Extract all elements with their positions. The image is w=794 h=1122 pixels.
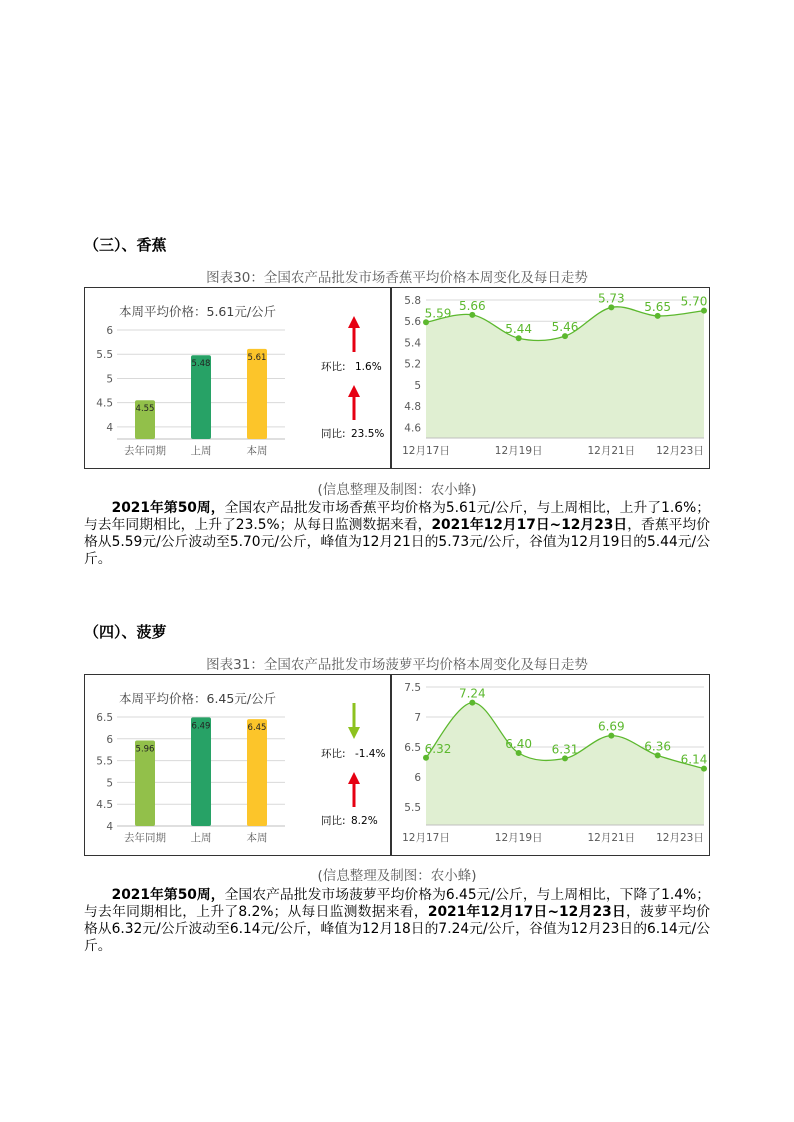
chart-source: (信息整理及制图：农小蜂) bbox=[317, 868, 477, 884]
bar-value-label: 6.49 bbox=[191, 721, 211, 732]
y-tick-label: 6 bbox=[106, 325, 113, 337]
data-label: 5.73 bbox=[597, 291, 625, 306]
y-tick-label: 5.5 bbox=[404, 802, 421, 814]
data-label: 5.66 bbox=[458, 298, 486, 313]
mom-label: 环比: bbox=[321, 748, 346, 760]
bar-value-label: 6.45 bbox=[247, 723, 267, 734]
banana-section bbox=[84, 234, 710, 584]
para-week: 2021年第50周， bbox=[111, 887, 225, 903]
data-label: 6.36 bbox=[644, 739, 672, 754]
para-text-1: 全国农产品批发市场香蕉平均价格为5.61元/公斤，与上周相比，上升了1.6%；与去年同期相比，上升了23.5%；从每日监测数据来看， bbox=[84, 500, 710, 533]
arrow-shaft bbox=[353, 703, 356, 729]
mom-value: 1.6% bbox=[355, 361, 382, 373]
area-fill bbox=[426, 703, 704, 825]
y-tick-label: 4.5 bbox=[96, 397, 113, 410]
x-tick-label: 12月21日 bbox=[587, 832, 636, 844]
y-tick-label: 6.5 bbox=[404, 742, 421, 754]
bar bbox=[191, 717, 211, 826]
x-tick-label: 12月17日 bbox=[402, 445, 450, 457]
arrow-shaft bbox=[353, 395, 356, 420]
chart-source: (信息整理及制图：农小蜂) bbox=[317, 482, 477, 498]
y-tick-label: 5.5 bbox=[96, 755, 113, 768]
arrow-up-icon bbox=[348, 385, 360, 397]
analysis-paragraph bbox=[84, 887, 710, 955]
yoy-label: 同比: bbox=[321, 815, 346, 827]
bar bbox=[247, 719, 267, 826]
arrow-shaft bbox=[353, 782, 356, 807]
x-tick-label: 本周 bbox=[246, 832, 268, 844]
yoy-label: 同比: bbox=[321, 428, 346, 440]
y-tick-label: 6 bbox=[106, 733, 113, 746]
compare-panel bbox=[313, 675, 393, 855]
arrow-up-icon bbox=[348, 316, 360, 328]
x-tick-label: 去年同期 bbox=[124, 445, 166, 457]
data-label: 5.46 bbox=[551, 320, 579, 335]
compare-panel bbox=[313, 288, 393, 468]
x-tick-label: 12月23日 bbox=[656, 832, 704, 844]
line-chart bbox=[392, 288, 710, 468]
y-tick-label: 4 bbox=[106, 421, 113, 434]
para-text-1: 全国农产品批发市场菠萝平均价格为6.45元/公斤，与上周相比，下降了1.4%；与去年同期相比，上升了8.2%；从每日监测数据来看， bbox=[84, 887, 710, 920]
data-label: 6.14 bbox=[680, 752, 708, 767]
section-heading: （四）、菠萝 bbox=[84, 623, 167, 641]
x-tick-label: 12月21日 bbox=[587, 445, 636, 457]
y-tick-label: 5.2 bbox=[404, 358, 421, 371]
figure-caption: 图表30：全国农产品批发市场香蕉平均价格本周变化及每日走势 bbox=[206, 270, 588, 286]
data-label: 5.65 bbox=[644, 299, 672, 314]
para-week: 2021年第50周， bbox=[111, 500, 225, 516]
y-tick-label: 4.8 bbox=[404, 401, 421, 414]
y-tick-label: 5.6 bbox=[404, 316, 421, 329]
data-label: 6.40 bbox=[505, 737, 533, 751]
x-tick-label: 本周 bbox=[246, 445, 268, 457]
para-text-2: ，菠萝平均价格从6.32元/公斤波动至6.14元/公斤，峰值为12月18日的7.24元/公斤，谷值为12月23日的6.14元/公斤。 bbox=[84, 904, 710, 954]
data-label: 6.69 bbox=[597, 719, 625, 734]
data-label: 5.70 bbox=[680, 294, 708, 309]
chart-frame bbox=[84, 287, 710, 469]
data-label: 7.24 bbox=[458, 686, 486, 701]
avg-price-label: 本周平均价格：6.45元/公斤 bbox=[119, 691, 277, 706]
pineapple-section bbox=[84, 621, 710, 971]
y-tick-label: 7 bbox=[414, 712, 421, 724]
analysis-paragraph bbox=[84, 500, 710, 568]
y-tick-label: 5 bbox=[106, 373, 113, 386]
y-tick-label: 5.4 bbox=[404, 337, 421, 350]
bar-value-label: 5.96 bbox=[135, 744, 155, 755]
para-text-2: ，香蕉平均价格从5.59元/公斤波动至5.70元/公斤，峰值为12月21日的5.73元/公斤，谷值为12月19日的5.44元/公斤。 bbox=[84, 517, 711, 567]
yoy-value: 23.5% bbox=[351, 428, 385, 440]
chart-frame bbox=[84, 674, 710, 856]
x-tick-label: 12月19日 bbox=[494, 832, 543, 844]
bar-value-label: 4.55 bbox=[135, 404, 155, 415]
y-tick-label: 4 bbox=[106, 821, 113, 833]
arrow-down-icon bbox=[348, 727, 360, 739]
y-tick-label: 5.5 bbox=[96, 349, 113, 362]
arrow-up-icon bbox=[348, 772, 360, 784]
data-label: 6.32 bbox=[424, 741, 452, 756]
data-label: 5.59 bbox=[424, 306, 452, 321]
para-date-range: 2021年12月17日~12月23日 bbox=[431, 517, 628, 533]
section-heading: （三）、香蕉 bbox=[84, 236, 167, 254]
y-tick-label: 4.5 bbox=[96, 799, 113, 812]
data-label: 6.31 bbox=[551, 742, 579, 757]
x-tick-label: 12月23日 bbox=[656, 445, 704, 457]
data-label: 5.44 bbox=[505, 322, 533, 337]
figure-caption: 图表31：全国农产品批发市场菠萝平均价格本周变化及每日走势 bbox=[206, 657, 588, 673]
bar-chart bbox=[85, 288, 313, 468]
x-tick-label: 上周 bbox=[190, 445, 212, 457]
avg-price-label: 本周平均价格：5.61元/公斤 bbox=[119, 304, 277, 319]
yoy-value: 8.2% bbox=[351, 815, 378, 827]
y-tick-label: 7.5 bbox=[404, 682, 421, 694]
y-tick-label: 6 bbox=[414, 772, 421, 784]
bar-value-label: 5.48 bbox=[191, 359, 211, 370]
bar-chart bbox=[85, 675, 313, 855]
y-tick-label: 4.6 bbox=[404, 422, 421, 435]
x-tick-label: 12月19日 bbox=[494, 445, 543, 457]
y-tick-label: 5.8 bbox=[404, 295, 421, 307]
y-tick-label: 6.5 bbox=[96, 712, 113, 724]
bar-value-label: 5.61 bbox=[247, 352, 267, 363]
arrow-shaft bbox=[353, 326, 356, 352]
y-tick-label: 5 bbox=[106, 777, 113, 790]
y-tick-label: 5 bbox=[414, 379, 421, 392]
x-tick-label: 12月17日 bbox=[402, 832, 450, 844]
mom-label: 环比: bbox=[321, 361, 346, 373]
line-chart bbox=[392, 675, 710, 855]
x-tick-label: 上周 bbox=[190, 832, 212, 844]
x-tick-label: 去年同期 bbox=[124, 832, 166, 844]
para-date-range: 2021年12月17日~12月23日 bbox=[427, 904, 627, 920]
mom-value: -1.4% bbox=[355, 748, 386, 760]
